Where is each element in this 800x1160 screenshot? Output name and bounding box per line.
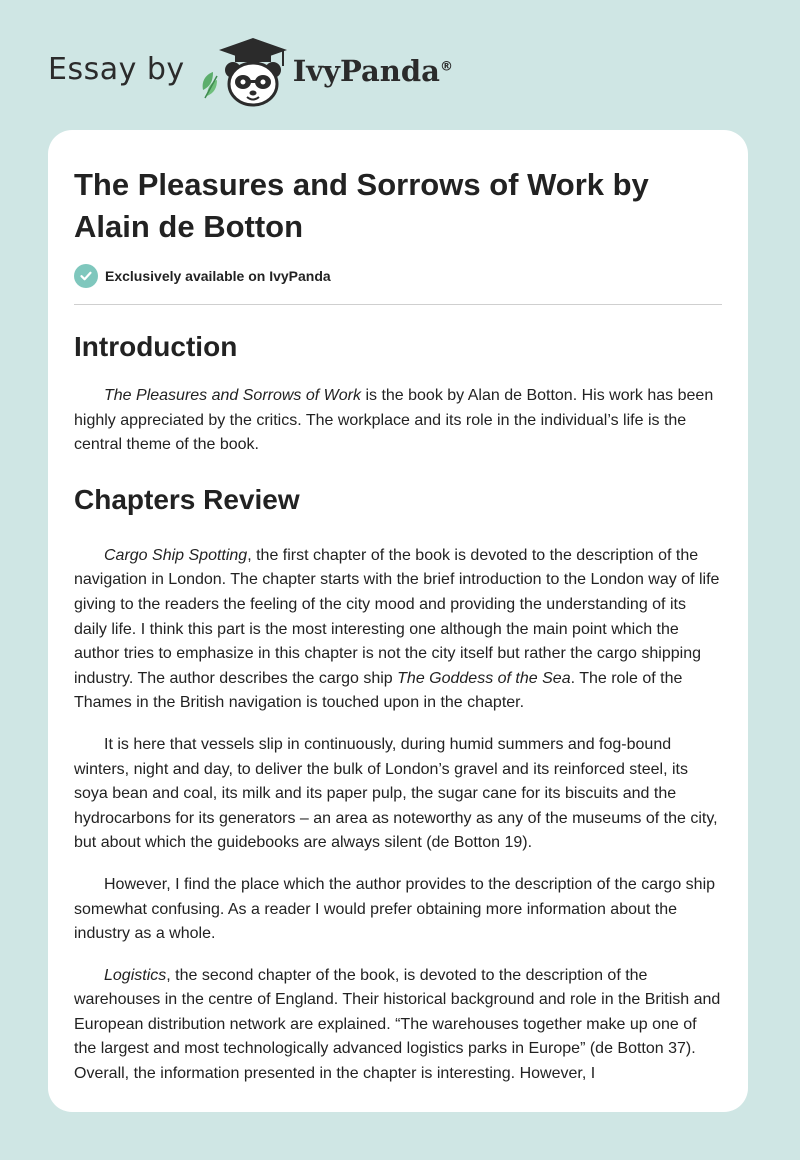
panda-graduate-icon: [197, 36, 289, 108]
check-circle-icon: [74, 264, 98, 288]
site-logo[interactable]: [48, 36, 453, 108]
section-heading-chapters-review: Chapters Review: [74, 483, 300, 515]
essay-title: The Pleasures and Sorrows of Work by Alain de Botton: [74, 167, 649, 244]
exclusive-badge: [74, 264, 722, 288]
section-heading-introduction: Introduction: [74, 331, 238, 362]
block-quote: It is here that vessels slip in continuously, during humid summers and fog-bound winters, night and day, to deliver the bulk of London’s gravel and its reinforced steel, its soya bean and coal, its milk and its paper pulp, the sugar cane for its biscuits and the hydrocarbons for its generators – an area as noteworthy as any of the museums of the city, but about which the guidebooks are always silent (de Botton 19).: [74, 735, 718, 852]
paragraph: The Pleasures and Sorrows of Work is the book by Alan de Botton. His work has been highly appreciated by the critics. The workplace and its role in the individual’s life is the central theme of the book.: [74, 387, 714, 454]
badge-label: Exclusively available on IvyPanda: [105, 268, 331, 284]
divider: [74, 304, 722, 305]
logo-essay-by: Essay by: [48, 51, 185, 87]
paragraph: Cargo Ship Spotting, the first chapter of the book is devoted to the description of the navigation in London. The chapter starts with the brief introduction to the London way of life giving to the readers the feeling of the city mood and providing the understanding of its daily life. I think this part is the most interesting one although the main point which the author tries to emphasize in this chapter is not the city itself but rather the cargo shipping industry. The author describes the cargo ship The Goddess of the Sea. The role of the Thames in the British navigation is touched upon in the chapter.: [74, 546, 720, 712]
paragraph: Logistics, the second chapter of the book, is devoted to the description of the warehouses in the centre of England. Their historical background and role in the British and European distribution network are explained. “The warehouses together make up one of the largest and most technologically advanced logistics parks in Europe” (de Botton 37). Overall, the information presented in the chapter is interesting. However, I: [74, 966, 721, 1083]
paragraph: However, I find the place which the author provides to the description of the cargo ship somewhat confusing. As a reader I would prefer obtaining more information about the industry as a whole.: [74, 875, 716, 943]
essay-card: [48, 130, 748, 1112]
logo-brand-name: IvyPanda®: [292, 54, 453, 88]
